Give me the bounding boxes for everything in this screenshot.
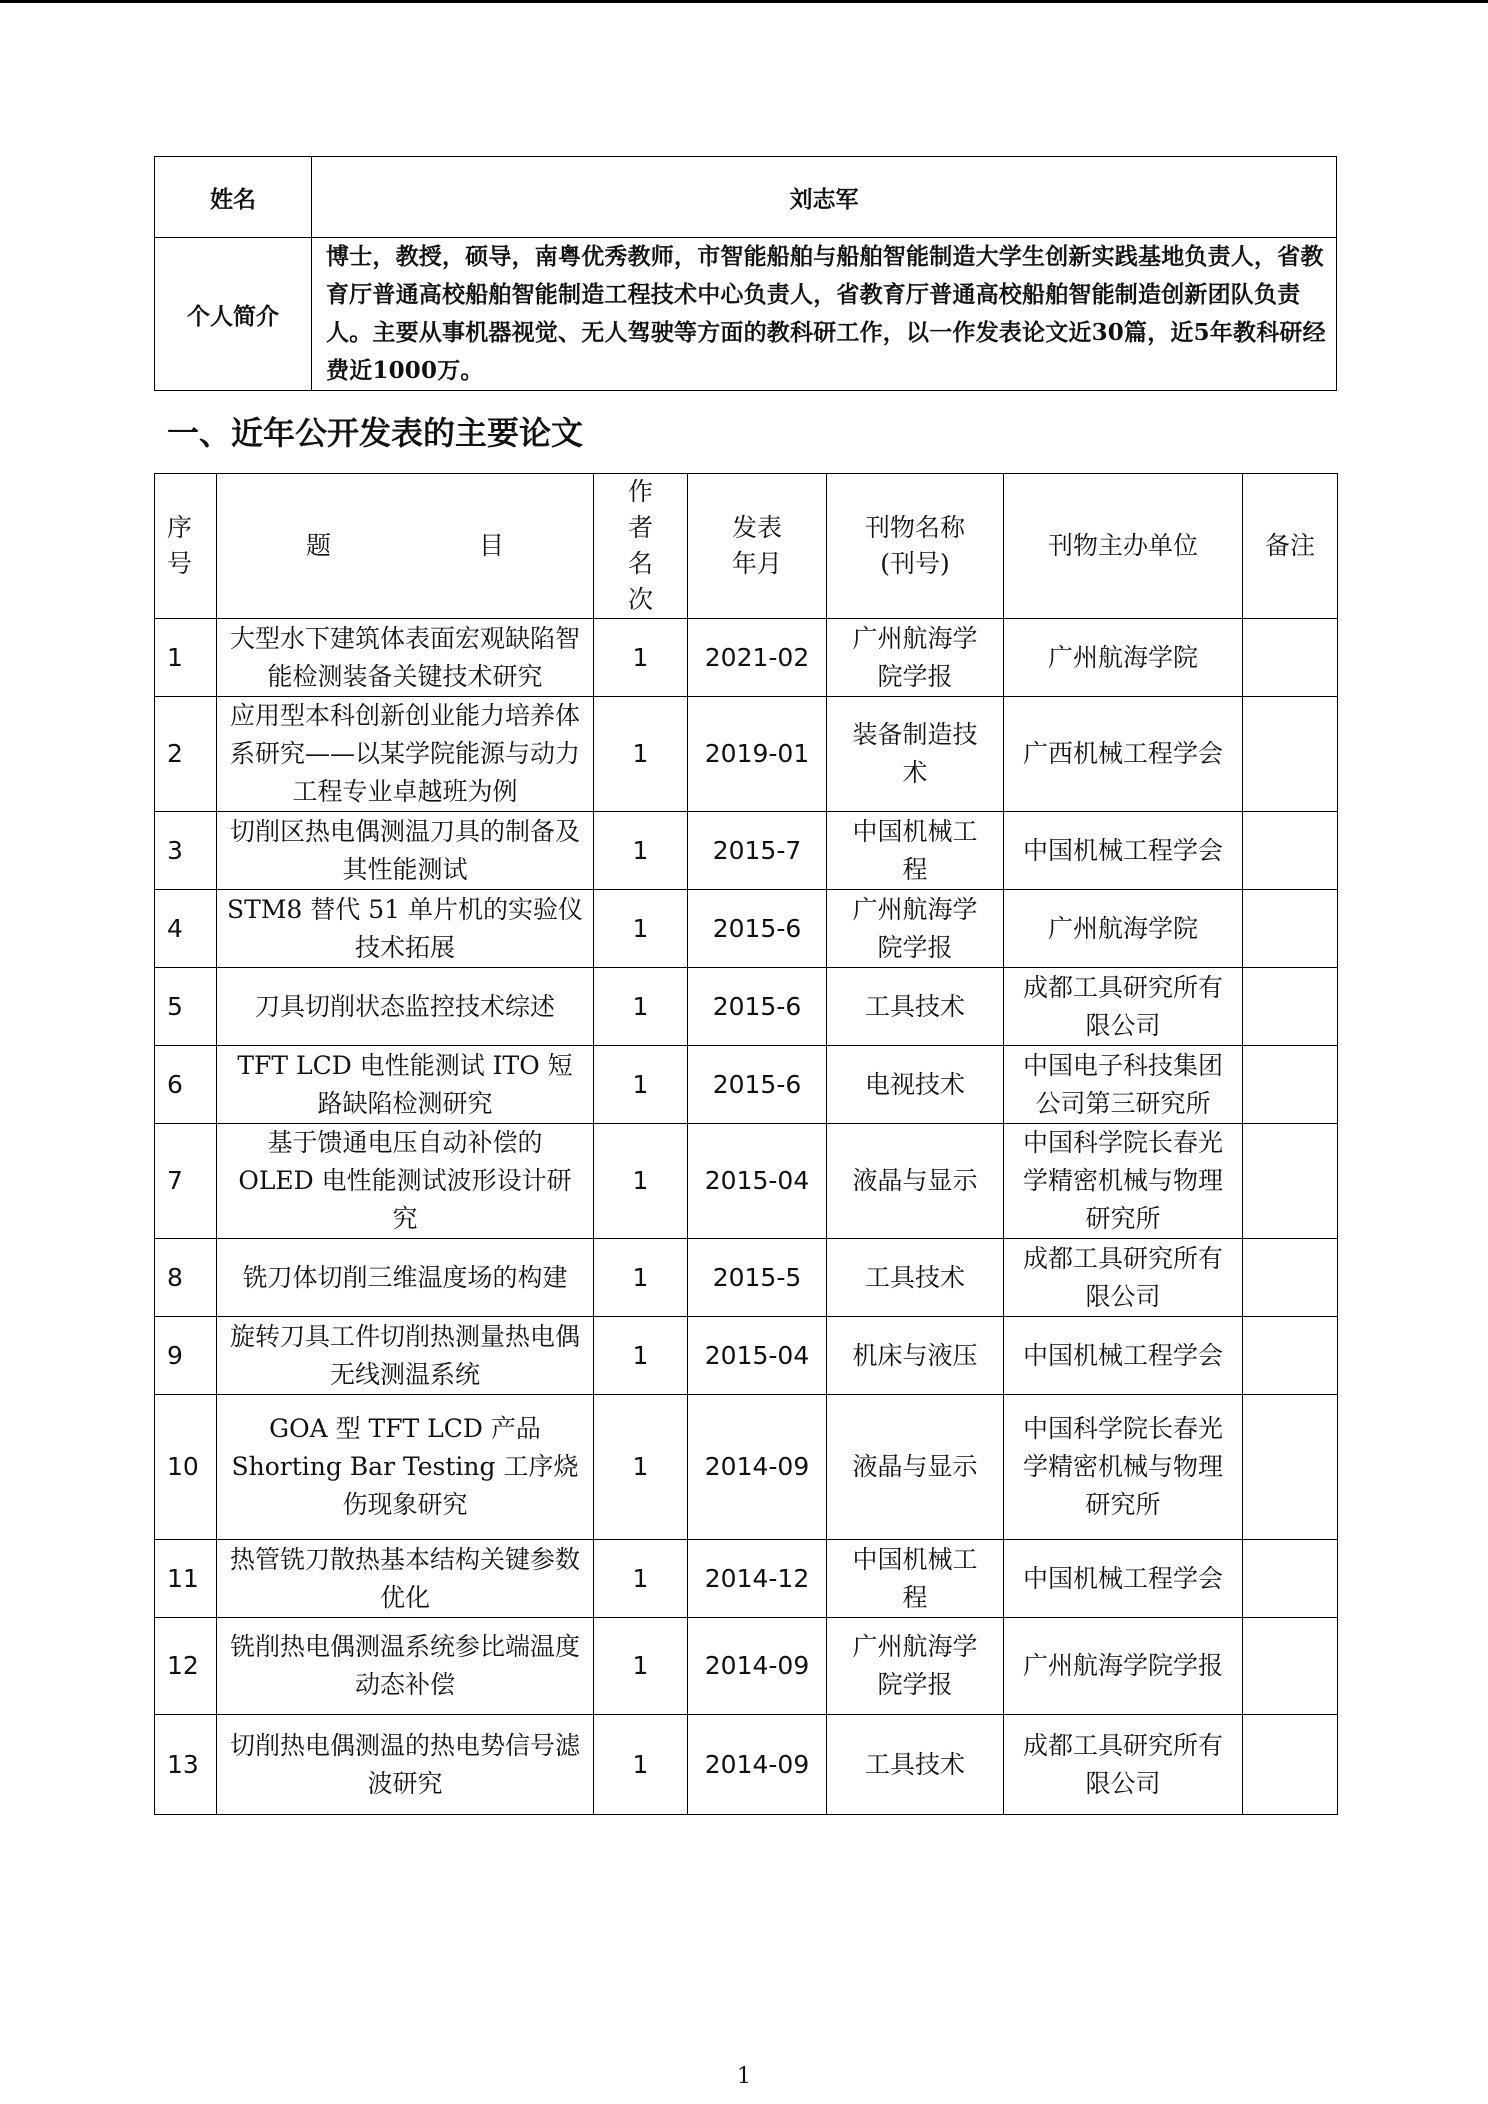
paper-index: 9	[155, 1317, 217, 1395]
paper-author-rank: 1	[594, 890, 688, 968]
paper-date: 2014-12	[688, 1540, 827, 1618]
paper-row	[155, 1317, 1338, 1395]
paper-author-rank: 1	[594, 1715, 688, 1815]
paper-title: 基于馈通电压自动补偿的 OLED 电性能测试波形设计研究	[217, 1124, 594, 1239]
paper-sponsor: 中国科学院长春光学精密机械与物理研究所	[1004, 1395, 1243, 1540]
paper-remarks	[1243, 697, 1338, 812]
paper-row	[155, 1715, 1338, 1815]
paper-date: 2015-04	[688, 1317, 827, 1395]
paper-remarks	[1243, 1618, 1338, 1715]
paper-sponsor: 中国机械工程学会	[1004, 812, 1243, 890]
paper-journal: 中国机械工程	[827, 1540, 1004, 1618]
paper-author-rank: 1	[594, 968, 688, 1046]
paper-author-rank: 1	[594, 697, 688, 812]
paper-sponsor: 成都工具研究所有限公司	[1004, 968, 1243, 1046]
paper-remarks	[1243, 1317, 1338, 1395]
paper-date: 2014-09	[688, 1395, 827, 1540]
paper-title: 应用型本科创新创业能力培养体系研究——以某学院能源与动力工程专业卓越班为例	[217, 697, 594, 812]
paper-title: 刀具切削状态监控技术综述	[217, 968, 594, 1046]
paper-index: 4	[155, 890, 217, 968]
header-sponsor: 刊物主办单位	[1004, 474, 1243, 619]
header-title: 题 目	[217, 474, 594, 619]
paper-sponsor: 广州航海学院学报	[1004, 1618, 1243, 1715]
paper-index: 3	[155, 812, 217, 890]
paper-index: 12	[155, 1618, 217, 1715]
profile-intro-row	[155, 238, 1337, 391]
paper-title: 铣刀体切削三维温度场的构建	[217, 1239, 594, 1317]
intro-text: 博士，教授，硕导，南粤优秀教师，市智能船舶与船舶智能制造大学生创新实践基地负责人，省教育厅普通高校船舶智能制造工程技术中心负责人，省教育厅普通高校船舶智能制造创新团队负责人。主要从事机器视觉、无人驾驶等方面的教科研工作，以一作发表论文近30篇，近5年教科研经费近1000万。	[312, 238, 1337, 391]
paper-sponsor: 中国机械工程学会	[1004, 1317, 1243, 1395]
paper-sponsor: 广州航海学院	[1004, 619, 1243, 697]
paper-date: 2015-5	[688, 1239, 827, 1317]
paper-sponsor: 成都工具研究所有限公司	[1004, 1239, 1243, 1317]
paper-author-rank: 1	[594, 1046, 688, 1124]
paper-index: 8	[155, 1239, 217, 1317]
header-date: 发表年月	[688, 474, 827, 619]
name-value: 刘志军	[312, 157, 1337, 238]
paper-index: 1	[155, 619, 217, 697]
paper-sponsor: 广州航海学院	[1004, 890, 1243, 968]
paper-author-rank: 1	[594, 812, 688, 890]
paper-journal: 广州航海学院学报	[827, 1618, 1004, 1715]
papers-header-row	[155, 474, 1338, 619]
paper-journal: 广州航海学院学报	[827, 890, 1004, 968]
paper-journal: 工具技术	[827, 1239, 1004, 1317]
paper-journal: 工具技术	[827, 968, 1004, 1046]
paper-date: 2015-6	[688, 968, 827, 1046]
paper-row	[155, 1395, 1338, 1540]
paper-title: 铣削热电偶测温系统参比端温度动态补偿	[217, 1618, 594, 1715]
paper-row	[155, 1540, 1338, 1618]
paper-journal: 电视技术	[827, 1046, 1004, 1124]
page-top-border	[0, 0, 1488, 3]
paper-journal: 广州航海学院学报	[827, 619, 1004, 697]
paper-title: STM8 替代 51 单片机的实验仪技术拓展	[217, 890, 594, 968]
paper-title: 大型水下建筑体表面宏观缺陷智能检测装备关键技术研究	[217, 619, 594, 697]
paper-date: 2021-02	[688, 619, 827, 697]
paper-author-rank: 1	[594, 1124, 688, 1239]
paper-journal: 装备制造技术	[827, 697, 1004, 812]
intro-label: 个人简介	[155, 238, 312, 391]
paper-sponsor: 广西机械工程学会	[1004, 697, 1243, 812]
paper-row	[155, 1239, 1338, 1317]
paper-date: 2014-09	[688, 1618, 827, 1715]
paper-index: 7	[155, 1124, 217, 1239]
paper-sponsor: 中国机械工程学会	[1004, 1540, 1243, 1618]
page-number: 1	[737, 2064, 751, 2089]
header-author-rank: 作者名次	[594, 474, 688, 619]
papers-table	[154, 473, 1338, 1815]
paper-date: 2015-7	[688, 812, 827, 890]
profile-table	[154, 156, 1337, 391]
name-label: 姓名	[155, 157, 312, 238]
paper-index: 13	[155, 1715, 217, 1815]
paper-row	[155, 697, 1338, 812]
paper-row	[155, 968, 1338, 1046]
paper-author-rank: 1	[594, 1239, 688, 1317]
paper-row	[155, 619, 1338, 697]
paper-sponsor: 成都工具研究所有限公司	[1004, 1715, 1243, 1815]
paper-journal: 液晶与显示	[827, 1395, 1004, 1540]
paper-remarks	[1243, 890, 1338, 968]
paper-index: 6	[155, 1046, 217, 1124]
paper-date: 2015-6	[688, 1046, 827, 1124]
paper-remarks	[1243, 812, 1338, 890]
paper-title: 切削区热电偶测温刀具的制备及其性能测试	[217, 812, 594, 890]
papers-body	[155, 619, 1338, 1815]
section-title: 一、近年公开发表的主要论文	[167, 414, 584, 452]
paper-row	[155, 812, 1338, 890]
paper-journal: 液晶与显示	[827, 1124, 1004, 1239]
paper-remarks	[1243, 1046, 1338, 1124]
paper-date: 2014-09	[688, 1715, 827, 1815]
paper-title: GOA 型 TFT LCD 产品 Shorting Bar Testing 工序烧伤现象研究	[217, 1395, 594, 1540]
paper-journal: 机床与液压	[827, 1317, 1004, 1395]
paper-author-rank: 1	[594, 619, 688, 697]
paper-journal: 中国机械工程	[827, 812, 1004, 890]
paper-sponsor: 中国科学院长春光学精密机械与物理研究所	[1004, 1124, 1243, 1239]
paper-author-rank: 1	[594, 1540, 688, 1618]
paper-remarks	[1243, 1715, 1338, 1815]
paper-title: 热管铣刀散热基本结构关键参数优化	[217, 1540, 594, 1618]
paper-index: 5	[155, 968, 217, 1046]
paper-index: 2	[155, 697, 217, 812]
header-journal: 刊物名称(刊号)	[827, 474, 1004, 619]
paper-row	[155, 1618, 1338, 1715]
paper-title: TFT LCD 电性能测试 ITO 短路缺陷检测研究	[217, 1046, 594, 1124]
paper-index: 11	[155, 1540, 217, 1618]
paper-remarks	[1243, 968, 1338, 1046]
paper-date: 2015-6	[688, 890, 827, 968]
header-index: 序号	[155, 474, 217, 619]
paper-date: 2019-01	[688, 697, 827, 812]
paper-title: 旋转刀具工件切削热测量热电偶无线测温系统	[217, 1317, 594, 1395]
paper-index: 10	[155, 1395, 217, 1540]
paper-author-rank: 1	[594, 1618, 688, 1715]
paper-remarks	[1243, 1239, 1338, 1317]
paper-remarks	[1243, 1395, 1338, 1540]
paper-sponsor: 中国电子科技集团公司第三研究所	[1004, 1046, 1243, 1124]
paper-author-rank: 1	[594, 1317, 688, 1395]
paper-journal: 工具技术	[827, 1715, 1004, 1815]
paper-date: 2015-04	[688, 1124, 827, 1239]
paper-row	[155, 1046, 1338, 1124]
paper-row	[155, 1124, 1338, 1239]
header-remarks: 备注	[1243, 474, 1338, 619]
paper-author-rank: 1	[594, 1395, 688, 1540]
paper-remarks	[1243, 619, 1338, 697]
paper-remarks	[1243, 1540, 1338, 1618]
paper-row	[155, 890, 1338, 968]
profile-name-row	[155, 157, 1337, 238]
paper-title: 切削热电偶测温的热电势信号滤波研究	[217, 1715, 594, 1815]
paper-remarks	[1243, 1124, 1338, 1239]
